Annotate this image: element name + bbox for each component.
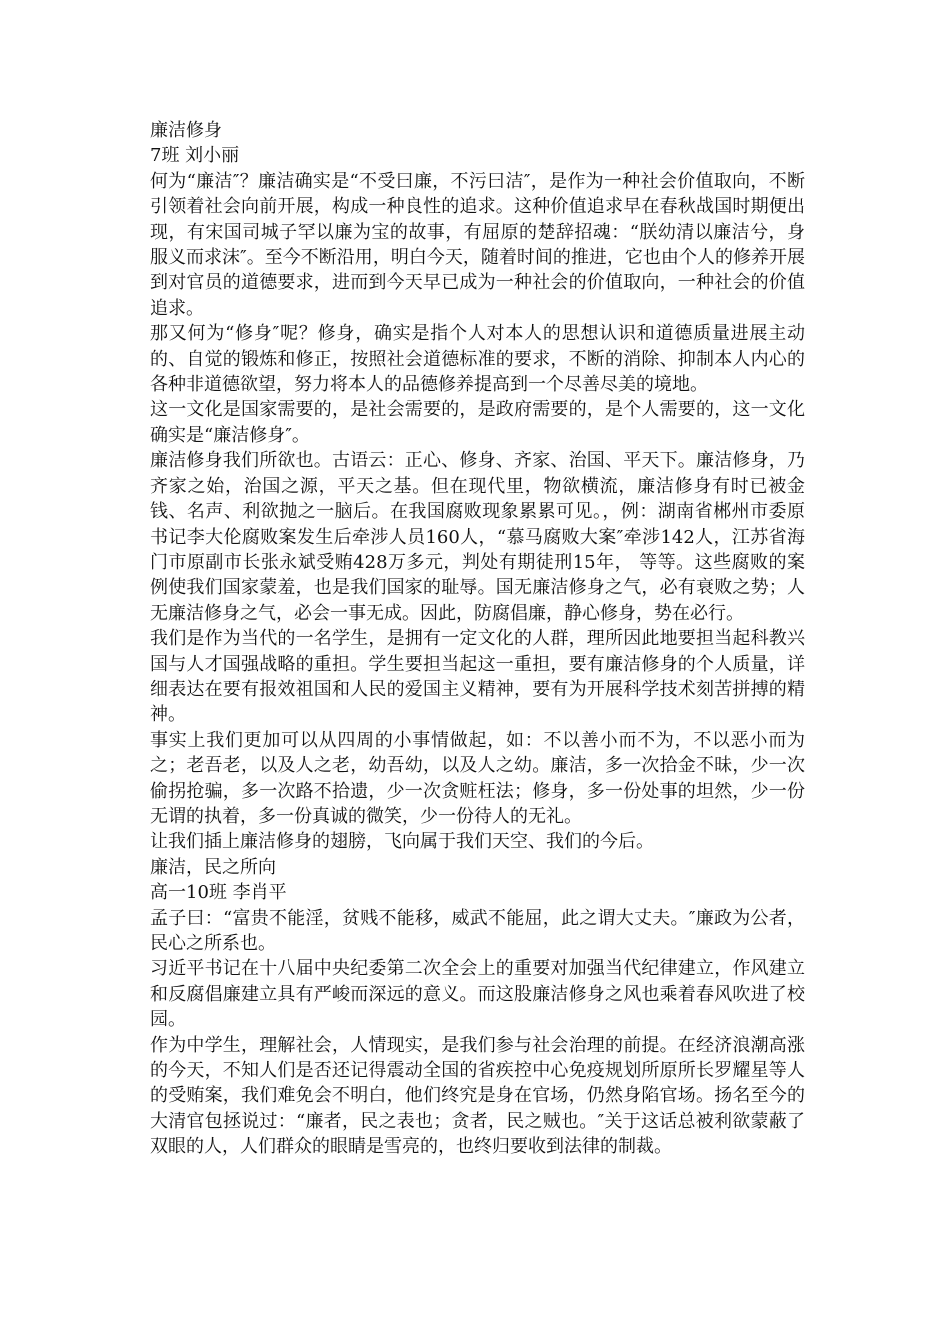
essay1-paragraph-1: 何为“廉洁″？廉洁确实是“不受曰廉，不污曰洁″，是作为一种社会价值取向，不断引领着社会向前开展，构成一种良性的追求。这种价值追求早在春秋战国时期便出现，有宋国司城子罕以廉为宝的故事，有屈原的楚辞招魂：“朕幼清以廉洁兮，身服义而求沫″。至今不断沿用，明白今天，随着时间的推进，它也由个人的修养开展到对官员的道德要求，进而到今天早已成为一种社会的价值取向，一种社会的价值追求。	[150, 170, 805, 319]
essay1-paragraph-6: 事实上我们更加可以从四周的小事情做起，如：不以善小而不为，不以恶小而为之；老吾老，以及人之老，幼吾幼，以及人之幼。廉洁，多一次拾金不昧，少一次偷拐抢骗，多一次路不拾遗，少一次贪赃枉法；修身，多一份处事的坦然，少一份无谓的执着，多一份真诚的微笑，少一份待人的无礼。	[150, 729, 805, 827]
essay1-title: 廉洁修身	[150, 120, 222, 141]
essay1-paragraph-2: 那又何为“修身″呢？修身，确实是指个人对本人的思想认识和道德质量进展主动的、自觉的锻炼和修正，按照社会道德标准的要求，不断的消除、抑制本人内心的各种非道德欲望，努力将本人的品德修养提高到一个尽善尽美的境地。	[150, 323, 805, 396]
essay1-paragraph-3: 这一文化是国家需要的，是社会需要的，是政府需要的，是个人需要的，这一文化确实是“廉洁修身″。	[150, 399, 805, 446]
essay2-paragraph-3: 作为中学生，理解社会，人情现实，是我们参与社会治理的前提。在经济浪潮高涨的今天，不知人们是否还记得震动全国的省疾控中心免疫规划所原所长罗耀星等人的受贿案，我们难免会不明白，他们终究是身在官场，仍然身陷官场。扬名至今的大清官包拯说过：“廉者，民之表也；贪者，民之贼也。″关于这话总被利欲蒙蔽了双眼的人，人们群众的眼睛是雪亮的，也终归要收到法律的制裁。	[150, 1034, 805, 1158]
essay1-paragraph-5: 我们是作为当代的一名学生，是拥有一定文化的人群，理所因此地要担当起科教兴国与人才国强战略的重担。学生要担当起这一重担，要有廉洁修身的个人质量，详细表达在要有报效祖国和人民的爱国主义精神，要有为开展科学技术刻苦拼搏的精神。	[150, 628, 805, 726]
essay2-paragraph-2: 习近平书记在十八届中央纪委第二次全会上的重要对加强当代纪律建立，作风建立和反腐倡廉建立具有严峻而深远的意义。而这股廉洁修身之风也乘着春风吹进了校园。	[150, 958, 805, 1031]
essay2-author: 高一10班 李肖平	[150, 882, 287, 904]
essay2-paragraph-1: 孟子曰：“富贵不能淫，贫贱不能移，威武不能屈，此之谓大丈夫。″廉政为公者，民心之所系也。	[150, 907, 805, 954]
essay1-author: 7班 刘小丽	[150, 145, 240, 167]
essay2-title: 廉洁，民之所向	[150, 856, 276, 878]
document-page	[150, 118, 805, 1160]
essay1-paragraph-7: 让我们插上廉洁修身的翅膀，飞向属于我们天空、我们的今后。	[150, 831, 654, 853]
essay1-paragraph-4: 廉洁修身我们所欲也。古语云：正心、修身、齐家、治国、平天下。廉洁修身，乃齐家之始，治国之源，平天之基。但在现代里，物欲横流，廉洁修身有时已被金钱、名声、利欲抛之一脑后。在我国腐败现象累累可见。，例：湖南省郴州市委原书记李大伦腐败案发生后牵涉人员160人，“慕马腐败大案″牵涉142人，江苏省海门市原副市长张永斌受贿428万多元，判处有期徒刑15年， 等等。这些腐败的案例使我们国家蒙羞，也是我们国家的耻辱。国无廉洁修身之气，必有衰败之势；人无廉洁修身之气，必会一事无成。因此，防腐倡廉，静心修身，势在必行。	[150, 450, 805, 624]
